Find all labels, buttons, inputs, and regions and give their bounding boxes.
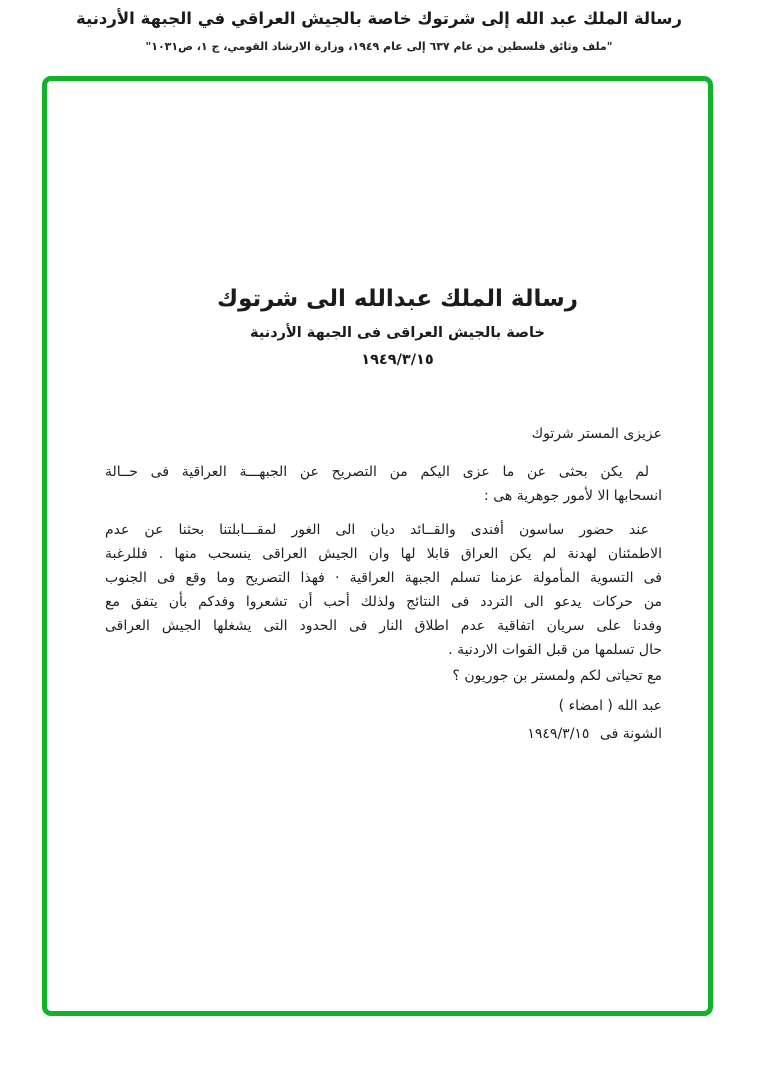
- signature-date: ١٩٤٩/٣/١٥: [527, 726, 590, 742]
- letter-closing: [185, 664, 662, 688]
- letter-paragraph1-line1: لم يكن بحثى عن ما عزى اليكم من التصريح عن الجبهـــة العراقية فى حــالة: [105, 464, 649, 480]
- letter-paragraph1-line2: انسحابها الا لأمور جوهرية هى :: [484, 488, 662, 504]
- letter-paragraph2-line2: الاطمئنان لهدنة لم يكن العراق قابلا لها وان الجيش العراقى ينسحب منها . فللرغبة: [105, 546, 662, 562]
- signature-place: الشونة فى: [599, 726, 662, 742]
- letter-paragraph2-line5: وفدنا على سريان اتفاقية عدم اطلاق النار فى الحدود التى يشغلها الجيش العراقى: [105, 618, 662, 634]
- letter-paragraph2-line6: حال تسلمها من قبل القوات الاردنية .: [448, 642, 662, 658]
- letter-paragraph2-line4: من حركات يدعو الى التردد فى النتائج ولذلك أحب أن تشعروا وفدكم بأن يتفق مع: [105, 594, 662, 610]
- letter-date: [87, 352, 708, 368]
- signature-place-date: [427, 722, 662, 746]
- letter-body: [105, 422, 662, 746]
- letter-paragraph2-line3: فى التسوية المأمولة عزمنا تسلم الجبهة العراقية · فهذا التصريح وما وقع فى الجنوب: [105, 570, 662, 586]
- letter-subtitle: خاصة بالجيش العراقى فى الجبهة الأردنية: [250, 325, 545, 341]
- letter-title: رسالة الملك عبدالله الى شرتوك: [217, 286, 578, 312]
- letter-date-value: ١٩٤٩/٣/١٥: [361, 352, 434, 368]
- document-green-frame: [42, 76, 713, 1016]
- letter-closing-text: مع تحياتى لكم ولمستر بن جوريون ؟: [452, 668, 662, 684]
- header-title: رسالة الملك عبد الله إلى شرتوك خاصة بالجيش العراقي في الجبهة الأردنية: [75, 9, 683, 28]
- signature-name: عبد الله ( امضاء ): [558, 698, 662, 714]
- letter-greeting: عزيزى المستر شرتوك: [531, 426, 662, 442]
- header-source-citation: "ملف وثائق فلسطين من عام ٦٣٧ إلى عام ١٩٤٩، وزارة الارشاد القومي، ج ١، ص١٠٣١": [145, 40, 613, 53]
- letter-title-block: [87, 286, 708, 368]
- letter-paragraph2-line1: عند حضور ساسون أفندى والقــائد ديان الى الغور لمقـــابلتنا بحثنا عن عدم: [105, 522, 649, 538]
